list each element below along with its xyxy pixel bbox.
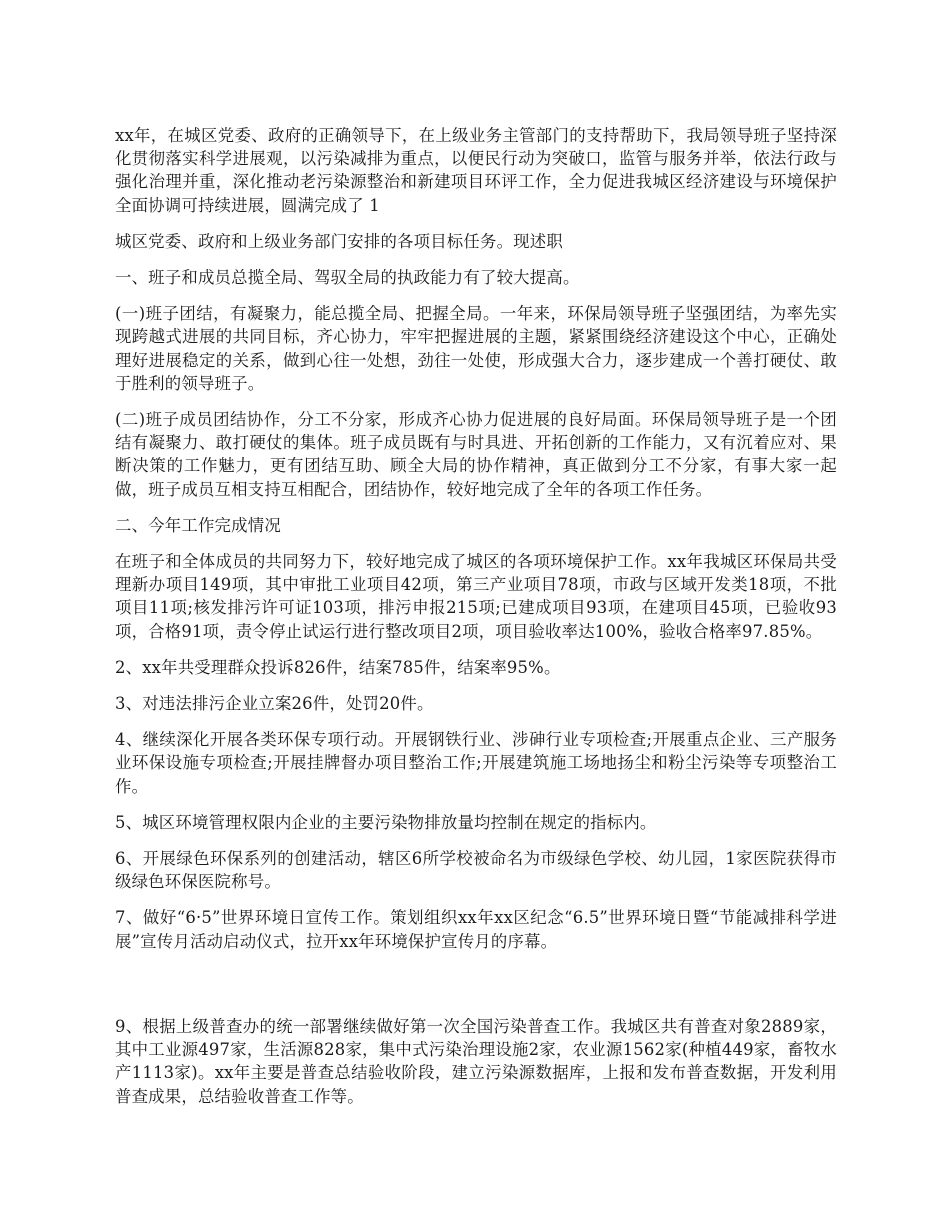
item-2: 2、xx年共受理群众投诉826件，结案785件，结案率95%。 [115, 657, 561, 677]
work-summary-paragraph: 在班子和全体成员的共同努力下，较好地完成了城区的各项环境保护工作。xx年我城区环保局共受理新办项目149项，其中审批工业项目42项，第三产业项目78项，市政与区域开发类18项，不批项目11项;核发排污许可证103项，排污申报215项;已建成项目93项，在建项目45项，已验收93项，合格91项，责令停止试运行进行整改项目2项，项目验收率达100%，验收合格率97.85%。 [115, 552, 837, 641]
subsection-2: (二)班子成员团结协作，分工不分家，形成齐心协力促进展的良好局面。环保局领导班子是一个团结有凝聚力、敢打硬仗的集体。班子成员既有与时具进、开拓创新的工作能力，又有沉着应对、果断决策的工作魅力，更有团结互助、顾全大局的协作精神，真正做到分工不分家，有事大家一起做，班子成员互相支持互相配合，团结协作，较好地完成了全年的各项工作任务。 [115, 410, 837, 499]
document-body [115, 124, 837, 1121]
item-3: 3、对违法排污企业立案26件，处罚20件。 [115, 694, 434, 714]
section-heading-1: 一、班子和成员总揽全局、驾驭全局的执政能力有了较大提高。 [115, 268, 580, 288]
item-6: 6、开展绿色环保系列的创建活动，辖区6所学校被命名为市级绿色学校、幼儿园，1家医院获得市级绿色环保医院称号。 [115, 849, 837, 892]
item-5: 5、城区环境管理权限内企业的主要污染物排放量均控制在规定的指标内。 [115, 812, 657, 832]
intro-continuation: 城区党委、政府和上级业务部门安排的各项目标任务。现述职 [115, 231, 563, 251]
section-heading-2: 二、今年工作完成情况 [115, 515, 281, 535]
intro-paragraph: xx年，在城区党委、政府的正确领导下，在上级业务主管部门的支持帮助下，我局领导班子坚持深化贯彻落实科学进展观，以污染减排为重点，以便民行动为突破口，监管与服务并举，依法行政与强化治理并重，深化推动老污染源整治和新建项目环评工作，全力促进我城区经济建设与环境保护全面协调可持续进展，圆满完成了 1 [115, 126, 837, 215]
subsection-1: (一)班子团结，有凝聚力，能总揽全局、把握全局。一年来，环保局领导班子坚强团结，为率先实现跨越式进展的共同目标，齐心协力，牢牢把握进展的主题，紧紧围绕经济建设这个中心，正确处理好进展稳定的关系，做到心往一处想，劲往一处使，形成强大合力，逐步建成一个善打硬仗、敢于胜利的领导班子。 [115, 304, 837, 393]
item-9: 9、根据上级普查办的统一部署继续做好第一次全国污染普查工作。我城区共有普查对象2889家，其中工业源497家，生活源828家，集中式污染治理设施2家，农业源1562家(种植449家，畜牧水产1113家)。xx年主要是普查总结验收阶段，建立污染源数据库，上报和发布普查数据，开发利用普查成果，总结验收普查工作等。 [115, 1016, 837, 1106]
item-7: 7、做好“6·5”世界环境日宣传工作。策划组织xx年xx区纪念“6.5”世界环境日暨“节能减排科学进展”宣传月活动启动仪式，拉开xx年环境保护宣传月的序幕。 [115, 908, 837, 951]
blank-gap [115, 966, 837, 1015]
item-4: 4、继续深化开展各类环保专项行动。开展钢铁行业、涉砷行业专项检查;开展重点企业、三产服务业环保设施专项检查;开展挂牌督办项目整治工作;开展建筑施工场地扬尘和粉尘污染等专项整治工作。 [115, 730, 837, 796]
